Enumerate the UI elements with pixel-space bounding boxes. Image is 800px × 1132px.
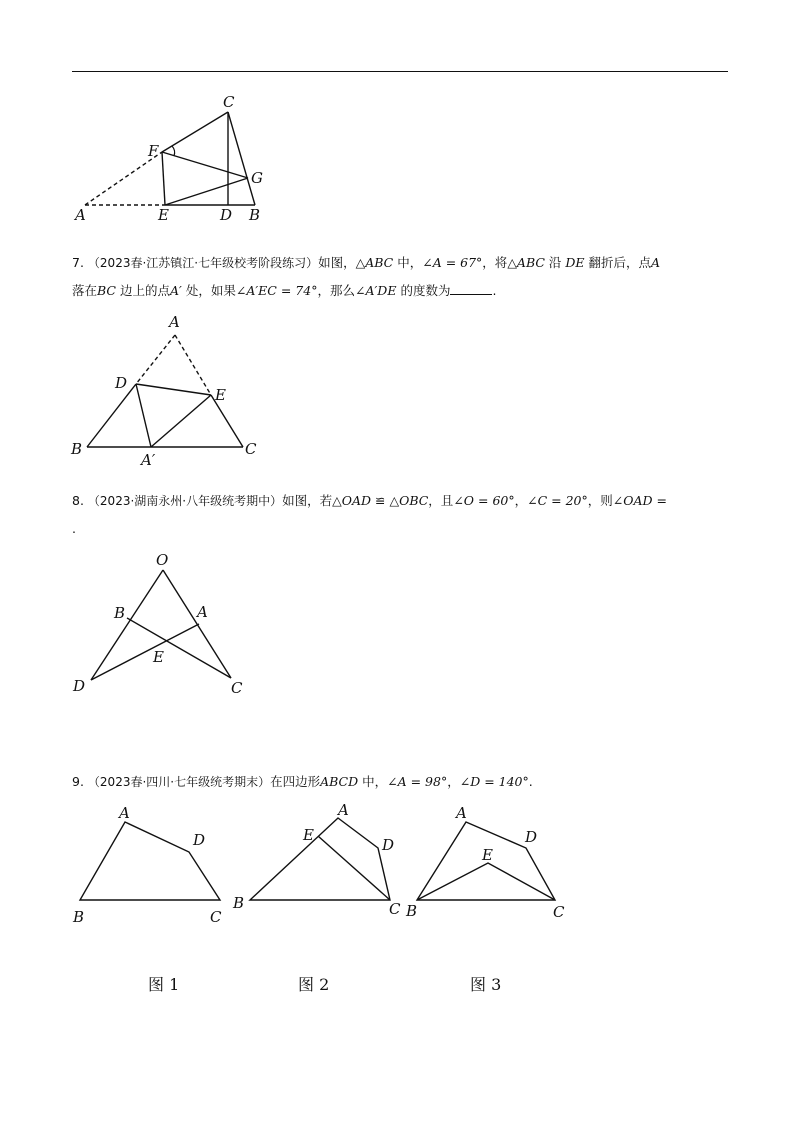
label-D: D — [193, 831, 206, 849]
text: 如图，若 — [282, 493, 333, 508]
label-B: B — [114, 604, 126, 622]
math: ABCD — [320, 774, 359, 789]
text: 在四边形 — [270, 774, 321, 789]
text: 的度数为 — [396, 283, 451, 298]
label-E: E — [482, 846, 493, 864]
figure-q7 — [65, 310, 275, 470]
label-A-prime: A′ — [141, 451, 156, 469]
header-rule — [72, 71, 728, 72]
question-source: （2023春·江苏镇江·七年级校考阶段练习） — [87, 256, 319, 270]
label-C: C — [210, 908, 222, 926]
label-E: E — [303, 826, 314, 844]
text: ，则 — [587, 493, 613, 508]
text: 中， — [393, 255, 423, 270]
math: △OAD — [332, 493, 372, 508]
math: △ABC — [507, 255, 545, 270]
text: ≌ — [371, 493, 390, 508]
question-source: （2023春·四川·七年级统考期末） — [87, 775, 271, 789]
label-A: A — [119, 804, 130, 822]
label-A: A — [75, 206, 86, 224]
math: ∠A = 67° — [422, 255, 483, 270]
math: A — [651, 255, 661, 270]
text: 边上的点 — [116, 283, 170, 298]
label-F: F — [148, 142, 159, 160]
question-number: 7. — [72, 255, 84, 270]
text: 落在 — [72, 283, 98, 298]
label-A: A — [456, 804, 467, 822]
math: ∠OAD = — [612, 493, 667, 508]
label-B: B — [73, 908, 85, 926]
answer-blank[interactable] — [450, 282, 492, 295]
text: ， — [514, 493, 528, 508]
math: ∠A′EC = 74° — [235, 283, 318, 298]
label-A: A — [338, 801, 349, 819]
label-C: C — [223, 93, 235, 111]
text: 沿 — [544, 255, 566, 270]
figure-q8 — [65, 545, 265, 695]
label-A: A — [169, 313, 180, 331]
text: 处，如果 — [181, 283, 236, 298]
label-D: D — [220, 206, 233, 224]
label-B: B — [71, 440, 83, 458]
text: . — [528, 774, 533, 789]
math: A′ — [169, 283, 182, 298]
label-O: O — [156, 551, 169, 569]
text: ，且 — [428, 493, 454, 508]
question-number: 8. — [72, 493, 84, 508]
math: ∠O = 60° — [453, 493, 515, 508]
math: BC — [97, 283, 116, 298]
caption-figure-1: 图 1 — [148, 975, 180, 994]
caption-figure-2: 图 2 — [298, 975, 330, 994]
figure-triangle-fold-top — [60, 90, 280, 230]
label-C: C — [231, 679, 243, 697]
text: ，那么 — [317, 283, 355, 298]
label-D: D — [382, 836, 395, 854]
text: . — [492, 283, 497, 298]
math: ∠A = 98° — [387, 774, 448, 789]
label-B: B — [233, 894, 245, 912]
label-A: A — [197, 603, 208, 621]
text: 中， — [358, 774, 388, 789]
math: ∠C = 20° — [527, 493, 588, 508]
math: ∠D = 140° — [459, 774, 529, 789]
text: 如图， — [318, 255, 356, 270]
text: 翻折后，点 — [584, 255, 652, 270]
caption-figure-3: 图 3 — [470, 975, 502, 994]
label-D: D — [115, 374, 128, 392]
text: ，将 — [482, 255, 508, 270]
label-E: E — [158, 206, 169, 224]
label-G: G — [251, 169, 263, 187]
question-7 — [72, 249, 732, 304]
math: DE — [565, 255, 585, 270]
label-B: B — [249, 206, 261, 224]
question-source: （2023·湖南永州·八年级统考期中） — [87, 494, 283, 508]
math: ∠A′DE — [354, 283, 397, 298]
question-8 — [72, 487, 732, 542]
question-number: 9. — [72, 774, 84, 789]
figure-q9-2 — [230, 790, 410, 930]
label-E: E — [153, 648, 164, 666]
label-D: D — [73, 677, 86, 695]
figure-q9-3 — [400, 800, 580, 930]
math: △ABC — [355, 255, 394, 270]
label-C: C — [245, 440, 257, 458]
label-C: C — [389, 900, 401, 918]
label-D: D — [525, 828, 538, 846]
math: △OBC — [389, 493, 429, 508]
figure-q9-1 — [65, 800, 245, 930]
text: ， — [447, 774, 460, 789]
label-E: E — [215, 386, 226, 404]
label-C: C — [553, 903, 565, 921]
label-B: B — [406, 902, 418, 920]
text: . — [72, 521, 76, 536]
